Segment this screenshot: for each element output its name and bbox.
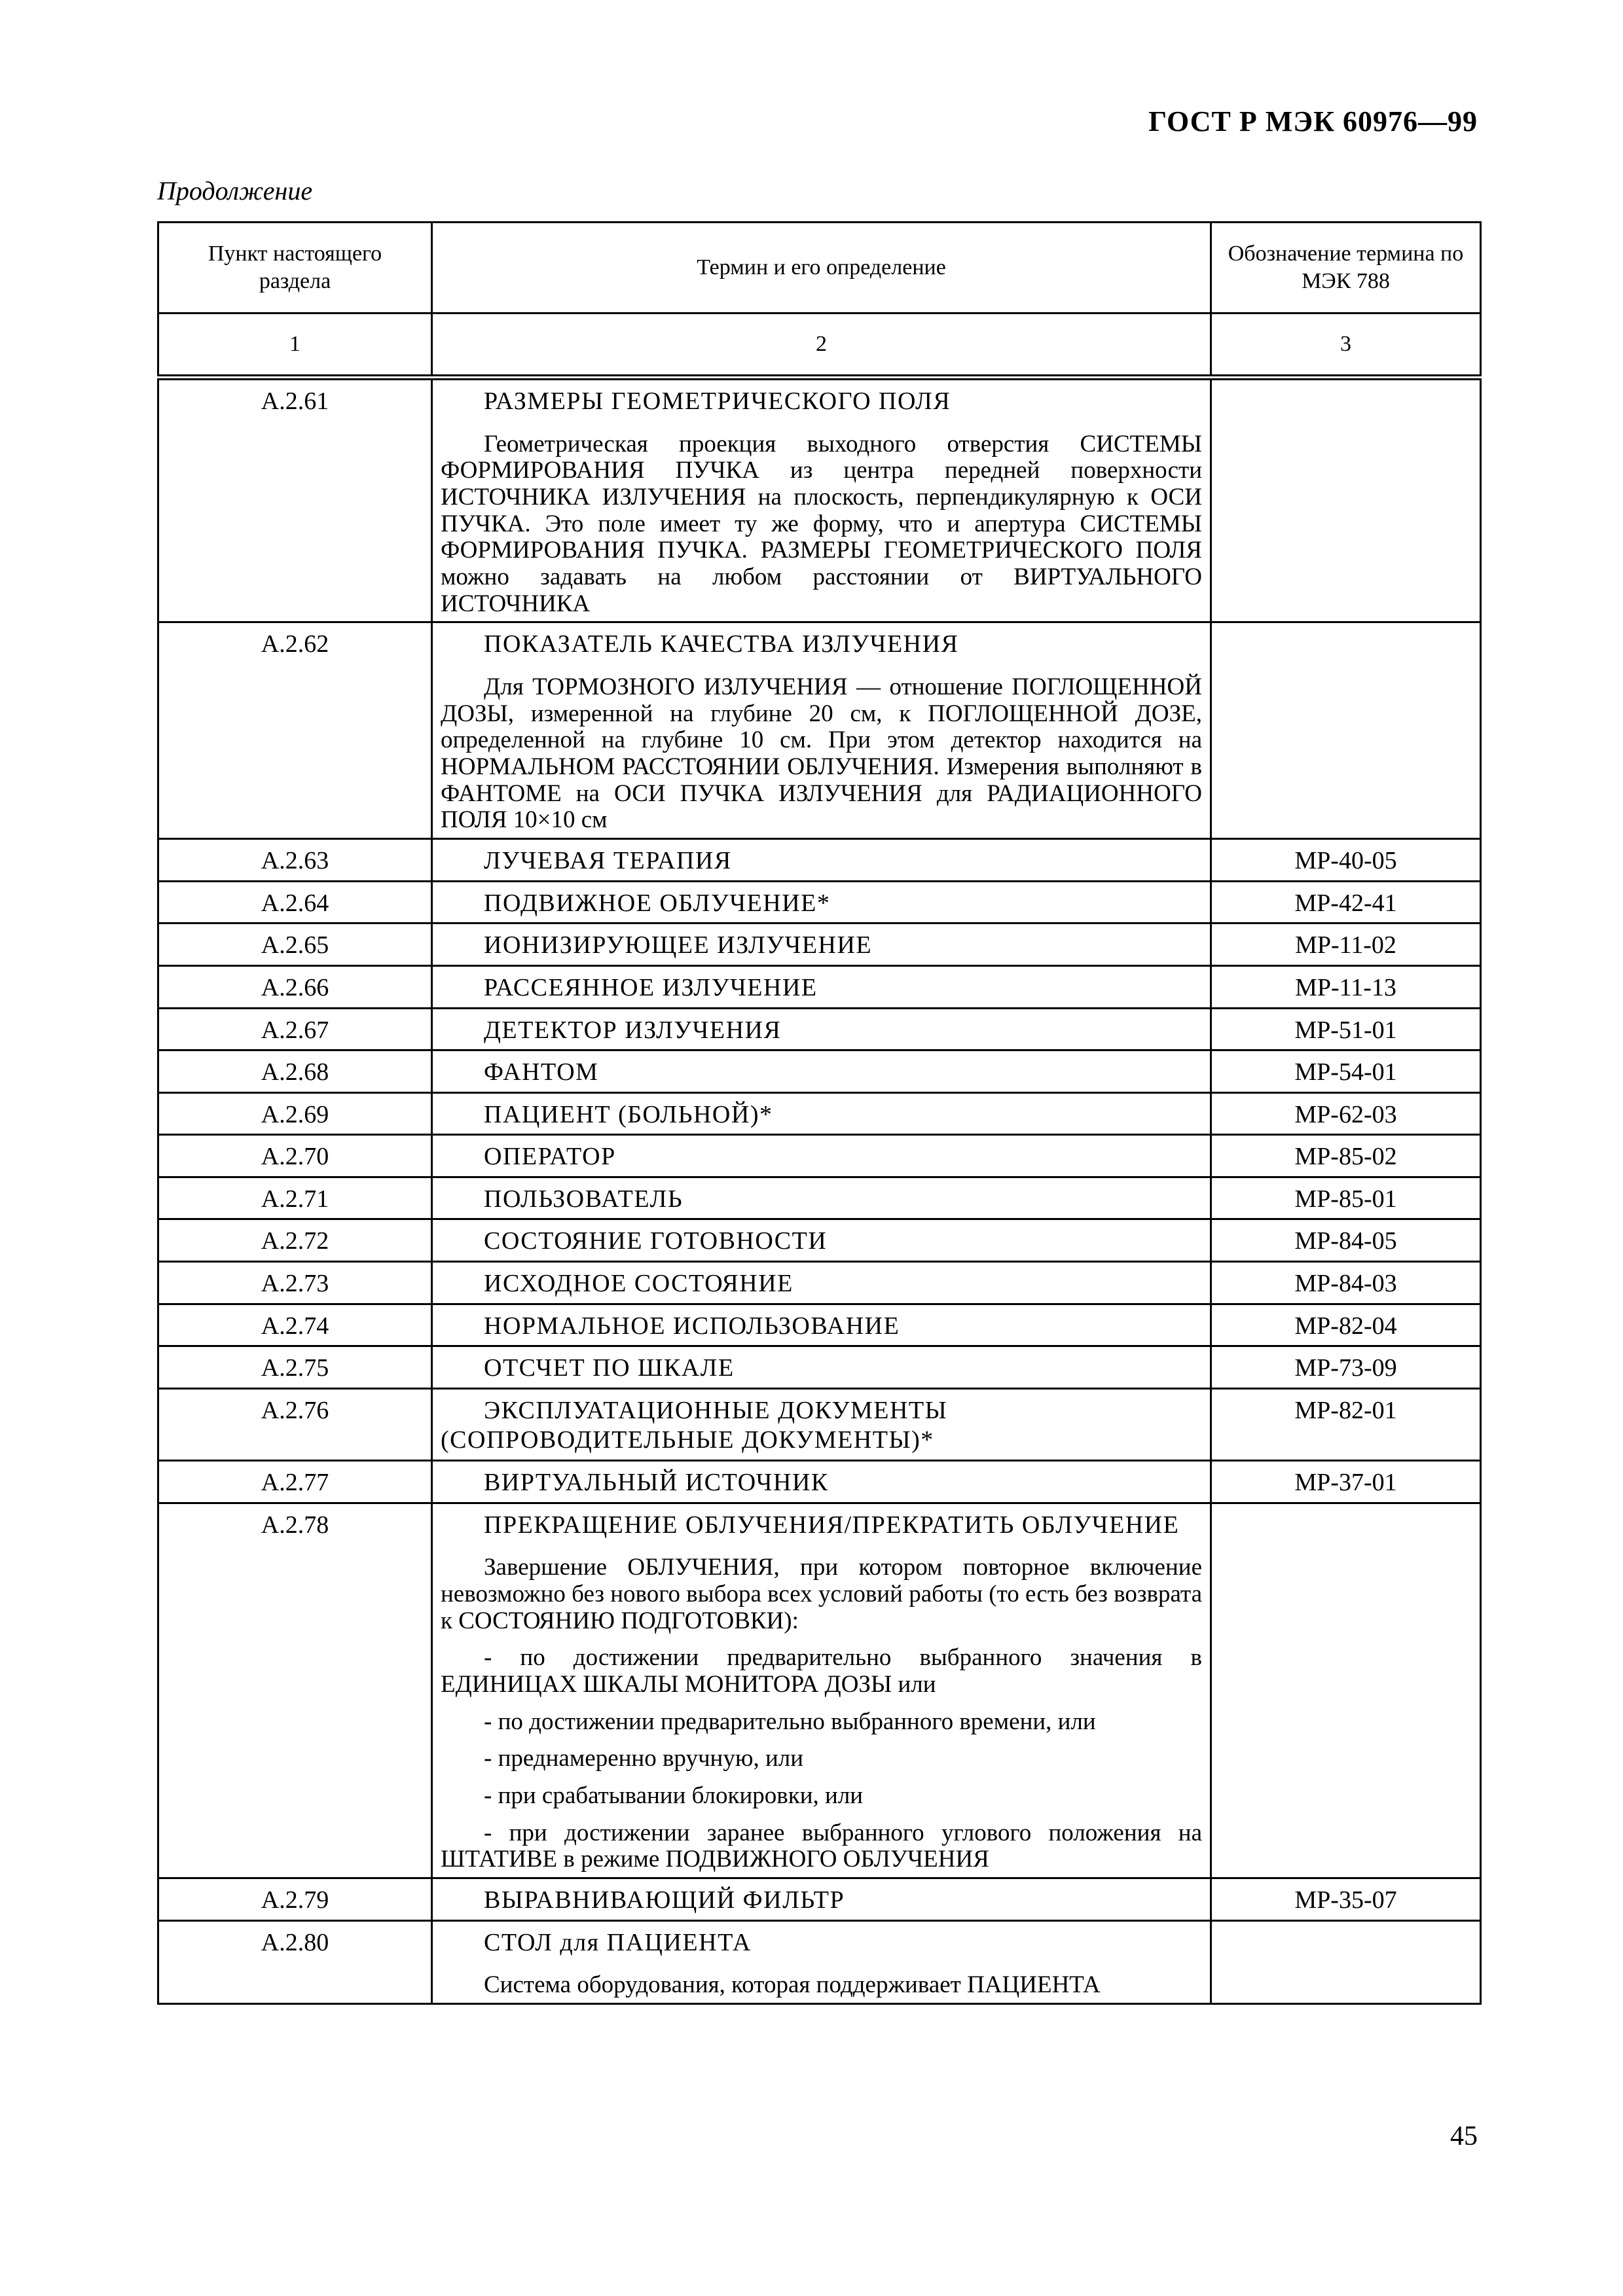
term-cell — [432, 1461, 1211, 1503]
terms-table — [157, 221, 1482, 2005]
table-row — [158, 839, 1481, 882]
column-number: 3 — [1211, 314, 1481, 378]
table-row — [158, 965, 1481, 1008]
column-header-term: Термин и его определение — [432, 223, 1211, 314]
clause-number: А.2.70 — [158, 1135, 432, 1177]
table-row — [158, 1878, 1481, 1921]
table-row — [158, 1050, 1481, 1093]
term-name: ПРЕКРАЩЕНИЕ ОБЛУЧЕНИЯ/ПРЕКРАТИТЬ ОБЛУЧЕНИЕ — [484, 1511, 1180, 1539]
table-row — [158, 1219, 1481, 1262]
term-cell — [432, 839, 1211, 882]
iec-designation: MP-84-03 — [1211, 1262, 1481, 1304]
term-name: ЛУЧЕВАЯ ТЕРАПИЯ — [484, 847, 732, 875]
clause-number: А.2.78 — [158, 1503, 432, 1878]
term-cell — [432, 1388, 1211, 1460]
iec-designation: MP-40-05 — [1211, 839, 1481, 882]
column-number-row — [158, 314, 1481, 378]
term-cell — [432, 1346, 1211, 1389]
clause-number: А.2.67 — [158, 1008, 432, 1050]
iec-designation: MP-82-01 — [1211, 1388, 1481, 1460]
clause-number: А.2.66 — [158, 965, 432, 1008]
term-name: РАЗМЕРЫ ГЕОМЕТРИЧЕСКОГО ПОЛЯ — [484, 387, 951, 415]
term-cell — [432, 1050, 1211, 1093]
term-name: ПОДВИЖНОЕ ОБЛУЧЕНИЕ* — [484, 889, 831, 917]
clause-number: А.2.63 — [158, 839, 432, 882]
iec-designation: MP-11-13 — [1211, 965, 1481, 1008]
term-name: ИСХОДНОЕ СОСТОЯНИЕ — [484, 1270, 793, 1298]
term-name: ПОЛЬЗОВАТЕЛЬ — [484, 1185, 684, 1213]
table-row — [158, 1135, 1481, 1177]
iec-designation: MP-84-05 — [1211, 1219, 1481, 1262]
clause-number: А.2.61 — [158, 378, 432, 622]
clause-number: А.2.64 — [158, 881, 432, 924]
table-row — [158, 1461, 1481, 1503]
term-name: СТОЛ для ПАЦИЕНТА — [484, 1928, 752, 1956]
term-cell — [432, 1092, 1211, 1135]
iec-designation: MP-85-01 — [1211, 1177, 1481, 1219]
table-row — [158, 1092, 1481, 1135]
term-cell — [432, 1219, 1211, 1262]
term-name: ФАНТОМ — [484, 1058, 599, 1086]
iec-designation — [1211, 1503, 1481, 1878]
definition-item: - преднамеренно вручную, или — [484, 1745, 804, 1772]
term-name: НОРМАЛЬНОЕ ИСПОЛЬЗОВАНИЕ — [484, 1312, 900, 1340]
definition-item: - по достижении предварительно выбранного значения в ЕДИНИЦАХ ШКАЛЫ МОНИТОРА ДОЗЫ или — [441, 1644, 1202, 1698]
term-name: ИОНИЗИРУЮЩЕЕ ИЗЛУЧЕНИЕ — [484, 931, 873, 960]
iec-designation — [1211, 1920, 1481, 2003]
term-name: ПОКАЗАТЕЛЬ КАЧЕСТВА ИЗЛУЧЕНИЯ — [484, 630, 959, 658]
column-number: 2 — [432, 314, 1211, 378]
term-cell — [432, 1008, 1211, 1050]
term-name: ПАЦИЕНТ (БОЛЬНОЙ)* — [484, 1100, 773, 1128]
table-row — [158, 1304, 1481, 1346]
definition-item: - при срабатывании блокировки, или — [484, 1782, 864, 1810]
continuation-label: Продолжение — [157, 176, 313, 206]
table-row — [158, 1503, 1481, 1878]
term-definition: Завершение ОБЛУЧЕНИЯ, при котором повторное включение невозможно без нового выбора всех условий работы (то есть без возврата к СОСТОЯНИЮ ПОДГОТОВКИ): — [441, 1554, 1202, 1634]
definition-item: - по достижении предварительно выбранного времени, или — [484, 1708, 1096, 1735]
term-name: СОСТОЯНИЕ ГОТОВНОСТИ — [484, 1227, 828, 1255]
definition-item: - при достижении заранее выбранного углового положения на ШТАТИВЕ в режиме ПОДВИЖНОГО ОБЛУЧЕНИЯ — [441, 1819, 1202, 1873]
clause-number: А.2.74 — [158, 1304, 432, 1346]
clause-number: А.2.69 — [158, 1092, 432, 1135]
term-cell — [432, 378, 1211, 622]
iec-designation: MP-11-02 — [1211, 924, 1481, 966]
clause-number: А.2.80 — [158, 1920, 432, 2003]
iec-designation: MP-73-09 — [1211, 1346, 1481, 1389]
term-cell — [432, 1503, 1211, 1878]
iec-designation: MP-82-04 — [1211, 1304, 1481, 1346]
page-number: 45 — [1450, 2121, 1478, 2151]
term-cell — [432, 1878, 1211, 1921]
iec-designation: MP-62-03 — [1211, 1092, 1481, 1135]
table-row — [158, 1008, 1481, 1050]
iec-designation: MP-85-02 — [1211, 1135, 1481, 1177]
term-cell — [432, 924, 1211, 966]
term-cell — [432, 622, 1211, 839]
iec-designation: MP-37-01 — [1211, 1461, 1481, 1503]
column-header-clause: Пункт настоящего раздела — [158, 223, 432, 314]
iec-designation: MP-51-01 — [1211, 1008, 1481, 1050]
table-row — [158, 881, 1481, 924]
clause-number: А.2.76 — [158, 1388, 432, 1460]
term-name: ВЫРАВНИВАЮЩИЙ ФИЛЬТР — [484, 1886, 845, 1914]
clause-number: А.2.72 — [158, 1219, 432, 1262]
table-row — [158, 1920, 1481, 2003]
clause-number: А.2.75 — [158, 1346, 432, 1389]
table-row — [158, 924, 1481, 966]
term-cell — [432, 1920, 1211, 2003]
clause-number: А.2.68 — [158, 1050, 432, 1093]
table-row — [158, 1346, 1481, 1389]
iec-designation: MP-54-01 — [1211, 1050, 1481, 1093]
clause-number: А.2.77 — [158, 1461, 432, 1503]
clause-number: А.2.79 — [158, 1878, 432, 1921]
table-row — [158, 622, 1481, 839]
term-name: ОТСЧЕТ ПО ШКАЛЕ — [484, 1354, 735, 1382]
column-number: 1 — [158, 314, 432, 378]
term-cell — [432, 1177, 1211, 1219]
table-row — [158, 378, 1481, 622]
clause-number: А.2.71 — [158, 1177, 432, 1219]
term-cell — [432, 1135, 1211, 1177]
term-name: ОПЕРАТОР — [484, 1143, 616, 1171]
term-name: ЭКСПЛУАТАЦИОННЫЕ ДОКУМЕНТЫ (СОПРОВОДИТЕЛЬНЫЕ ДОКУМЕНТЫ)* — [441, 1396, 948, 1454]
clause-number: А.2.62 — [158, 622, 432, 839]
iec-designation: MP-35-07 — [1211, 1878, 1481, 1921]
term-cell — [432, 965, 1211, 1008]
term-name: ВИРТУАЛЬНЫЙ ИСТОЧНИК — [484, 1469, 829, 1497]
table-row — [158, 1388, 1481, 1460]
term-definition: Геометрическая проекция выходного отверстия СИСТЕМЫ ФОРМИРОВАНИЯ ПУЧКА из центра передней поверхности ИСТОЧНИКА ИЗЛУЧЕНИЯ на плоскость, перпендикулярную к ОСИ ПУЧКА. Это поле имеет ту же форму, что и апертура СИСТЕМЫ ФОРМИРОВАНИЯ ПУЧКА. РАЗМЕРЫ ГЕОМЕТРИЧЕСКОГО ПОЛЯ можно задавать на любом расстоянии от ВИРТУАЛЬНОГО ИСТОЧНИКА — [441, 430, 1202, 617]
term-definition: Система оборудования, которая поддерживает ПАЦИЕНТА — [484, 1971, 1101, 1999]
table-row — [158, 1177, 1481, 1219]
iec-designation: MP-42-41 — [1211, 881, 1481, 924]
term-name: ДЕТЕКТОР ИЗЛУЧЕНИЯ — [484, 1016, 782, 1044]
table-row — [158, 1262, 1481, 1304]
term-cell — [432, 1304, 1211, 1346]
iec-designation — [1211, 378, 1481, 622]
iec-designation — [1211, 622, 1481, 839]
document-code: ГОСТ Р МЭК 60976—99 — [1148, 105, 1478, 137]
column-header-designation: Обозначение термина по МЭК 788 — [1211, 223, 1481, 314]
term-definition: Для ТОРМОЗНОГО ИЗЛУЧЕНИЯ — отношение ПОГЛОЩЕННОЙ ДОЗЫ, измеренной на глубине 20 см, к ПОГЛОЩЕННОЙ ДОЗЕ, определенной на глубине 10 см. При этом детектор находится на НОРМАЛЬНОМ РАССТОЯНИИ ОБЛУЧЕНИЯ. Измерения выполняют в ФАНТОМЕ на ОСИ ПУЧКА ИЗЛУЧЕНИЯ для РАДИАЦИОННОГО ПОЛЯ 10×10 см — [441, 673, 1202, 834]
term-cell — [432, 881, 1211, 924]
table-header-row — [158, 223, 1481, 314]
clause-number: А.2.73 — [158, 1262, 432, 1304]
term-name: РАССЕЯННОЕ ИЗЛУЧЕНИЕ — [484, 973, 818, 1001]
clause-number: А.2.65 — [158, 924, 432, 966]
term-cell — [432, 1262, 1211, 1304]
